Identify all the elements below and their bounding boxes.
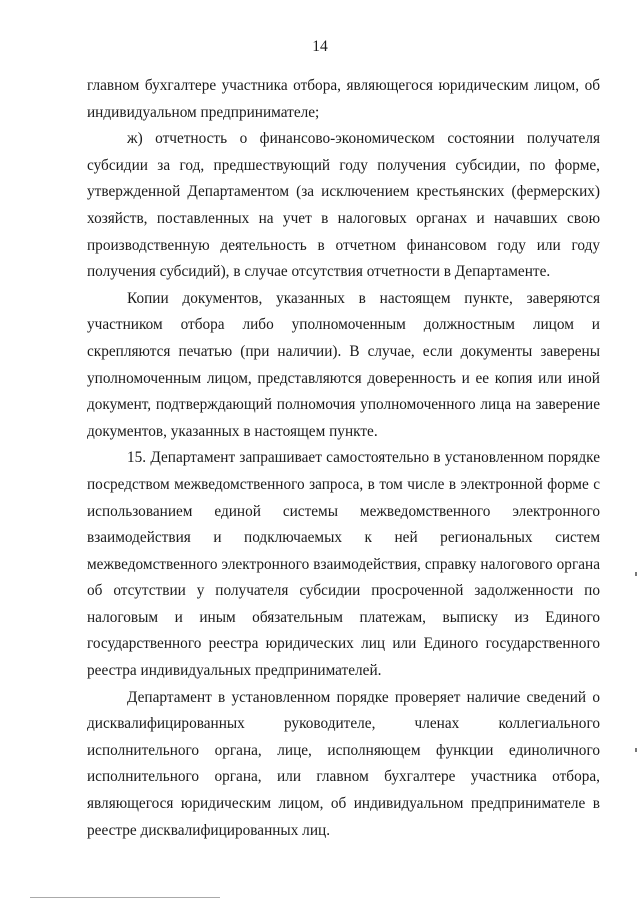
scan-footer-line <box>30 897 220 898</box>
paragraph-continuation: главном бухгалтере участника отбора, являющегося юридическим лицом, об индивидуальном предпринимателе; <box>87 77 600 121</box>
page-number: 14 <box>312 38 328 55</box>
paragraph-item-zh: ж) отчетность о финансово-экономическом состоянии получателя субсидии за год, предшествующий году получения субсидии, по форме, утвержденной Департаментом (за исключением крестьянских (фермерских) хозяйств, поставленных на учет в налоговых органах и начавших свою производственную деятельность в отчетном финансовом году или году получения субсидий), в случае отсутствия отчетности в Департаменте. <box>87 130 600 281</box>
paragraph-copies: Копии документов, указанных в настоящем пункте, заверяются участником отбора либо уполномоченным должностным лицом и скрепляются печатью (при наличии). В случае, если документы заверены уполномоченным лицом, представляются доверенность и ее копия или иной документ, подтверждающий полномочия уполномоченного лица на заверение документов, указанных в настоящем пункте. <box>87 289 600 440</box>
scan-edge-mark <box>635 572 637 576</box>
paragraph-clause-15: 15. Департамент запрашивает самостоятельно в установленном порядке посредством межведомственного запроса, в том числе в электронной форме с использованием единой системы межведомственного электронного взаимодействия и подключаемых к ней региональных систем межведомственного электронного взаимодействия, справку налогового органа об отсутствии у получателя субсидии просроченной задолженности по налоговым и иным обязательным платежам, выписку из Единого государственного реестра юридических лиц или Единого государственного реестра индивидуальных предпринимателей. <box>87 449 600 680</box>
scan-edge-mark <box>635 748 637 752</box>
document-body <box>87 73 600 844</box>
paragraph-disqualified-check: Департамент в установленном порядке проверяет наличие сведений о дисквалифицированных руководителе, членах коллегиального исполнительного органа, лице, исполняющем функции единоличного исполнительного органа, или главном бухгалтере участника отбора, являющегося юридическим лицом, об индивидуальном предпринимателе в реестре дисквалифицированных лиц. <box>87 688 600 839</box>
